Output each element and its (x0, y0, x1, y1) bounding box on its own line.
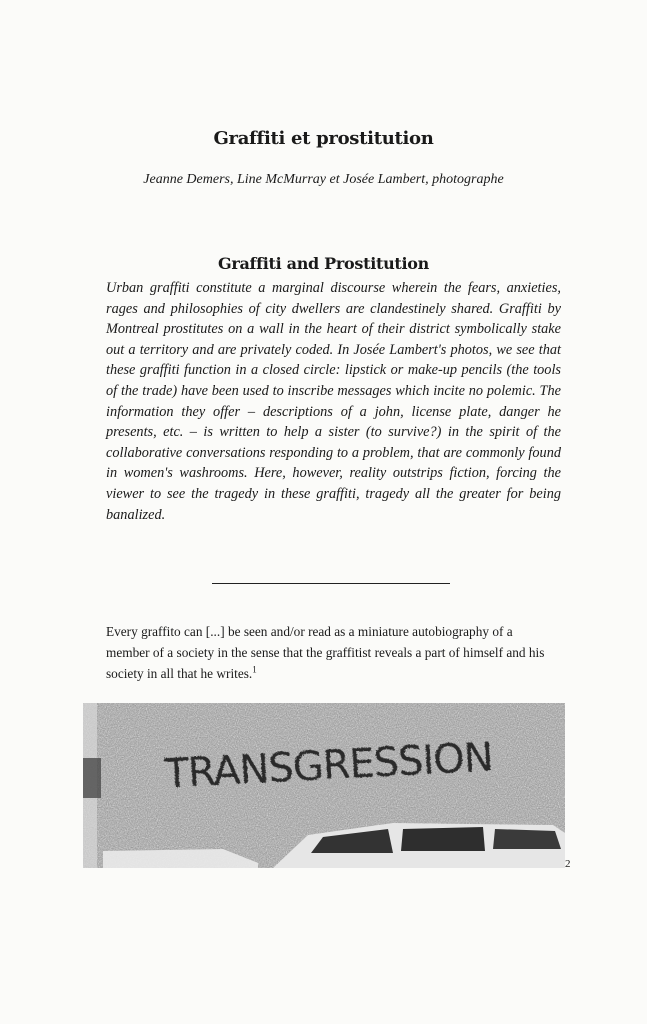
graffiti-photo (83, 703, 565, 868)
abstract-paragraph: Urban graffiti constitute a marginal discourse wherein the fears, anxieties, rages and philosophies of city dwellers are clandestinely shared. Graffiti by Montreal prostitutes on a wall in the heart of their district symbolically stake out a territory and are privately coded. In Josée Lambert's photos, we see that these graffiti function in a closed circle: lipstick or make-up pencils (the tools of the trade) have been used to inscribe messages which incite no polemic. The information they offer – descriptions of a john, license plate, danger he presents, etc. – is written to help a sister (to survive?) in the spirit of the collaborative conversations responding to a problem, that are commonly found in women's washrooms. Here, however, reality outstrips fiction, forcing the viewer to see the tragedy in these graffiti, tragedy all the greater for being banalized. (106, 280, 561, 523)
english-subtitle: Graffiti and Prostitution (217, 254, 429, 273)
article-authors: Jeanne Demers, Line McMurray et Josée Lambert, photographe (143, 172, 504, 187)
car-window-rear (401, 827, 485, 851)
article-title: Graffiti et prostitution (213, 128, 434, 149)
car-window-back (493, 829, 561, 849)
epigraph-quote (106, 621, 556, 684)
page-number: 2 (565, 858, 571, 870)
footnote-marker: 1 (252, 664, 257, 675)
epigraph-text: Every graffito can [...] be seen and/or read as a miniature autobiography of a member of a society in the sense that the graffitist reveals a part of himself and his society in all that he writes. (106, 624, 545, 681)
graffiti-word: TRANSGRESSION (163, 734, 494, 798)
wall-box (83, 758, 101, 798)
section-divider (212, 583, 450, 584)
